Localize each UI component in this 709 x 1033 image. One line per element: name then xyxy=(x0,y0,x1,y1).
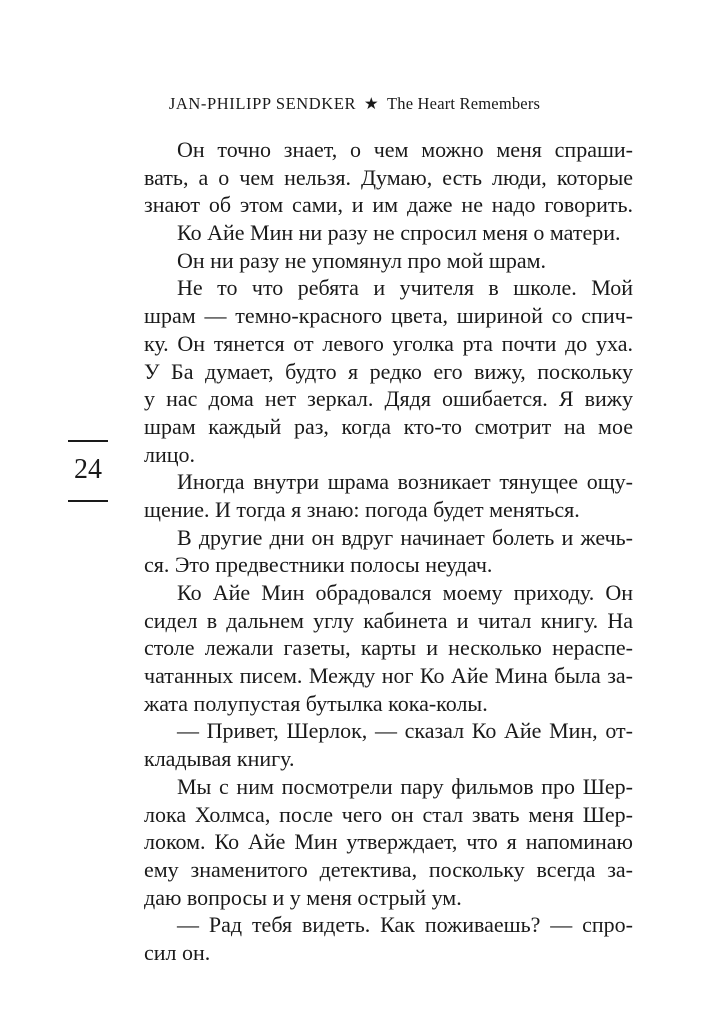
text-line: чатанных писем. Между ног Ко Айе Мина была за- xyxy=(144,663,633,689)
text-line: У Ба думает, будто я редко его вижу, поскольку xyxy=(144,358,633,384)
text-line: локом. Ко Айе Мин утверждает, что я напоминаю xyxy=(144,829,633,855)
text-line: знают об этом сами, и им даже не надо говорить. xyxy=(144,192,633,218)
star-icon: ★ xyxy=(363,94,380,113)
text-line: вать, а о чем нельзя. Думаю, есть люди, которые xyxy=(144,164,633,190)
text-line: сил он. xyxy=(144,939,211,965)
page-number-bottom-rule xyxy=(68,500,108,502)
header-book-title: The Heart Remembers xyxy=(386,94,541,113)
text-line: ся. Это предвестники полосы неудач. xyxy=(144,552,493,578)
text-line: сидел в дальнем углу кабинета и читал книгу. На xyxy=(144,607,633,633)
text-line: лицо. xyxy=(144,441,196,467)
text-line: — Привет, Шерлок, — сказал Ко Айе Мин, от- xyxy=(177,718,633,744)
text-line: щение. И тогда я знаю: погода будет меняться. xyxy=(144,496,580,522)
page-number-box xyxy=(68,440,108,502)
text-line: Ко Айе Мин обрадовался моему приходу. Он xyxy=(177,580,633,605)
text-line: жата полупустая бутылка кока-колы. xyxy=(144,690,488,716)
text-line: у нас дома нет зеркал. Дядя ошибается. Я вижу xyxy=(144,386,633,412)
page-number: 24 xyxy=(74,454,102,485)
text-line: В другие дни он вдруг начинает болеть и жечь- xyxy=(177,524,633,550)
page-number-top-rule xyxy=(68,440,108,442)
text-line: столе лежали газеты, карты и несколько нераспе- xyxy=(144,635,633,661)
text-line: ему знаменитого детектива, поскольку всегда за- xyxy=(144,856,633,882)
text-line: Не то что ребята и учителя в школе. Мой xyxy=(177,275,633,301)
text-line: Иногда внутри шрама возникает тянущее ощу- xyxy=(177,469,633,495)
text-line: Он точно знает, о чем можно меня спраши- xyxy=(177,137,633,162)
text-line: Он ни разу не упомянул про мой шрам. xyxy=(177,247,547,273)
text-line: лока Холмса, после чего он стал звать меня Шер- xyxy=(144,801,633,827)
text-line: Ко Айе Мин ни разу не спросил меня о матери. xyxy=(177,220,621,246)
body-text xyxy=(144,136,633,967)
running-header xyxy=(0,94,709,114)
text-line: даю вопросы и у меня острый ум. xyxy=(144,884,462,910)
text-line: кладывая книгу. xyxy=(144,746,295,772)
text-line: ку. Он тянется от левого уголка рта почти до уха. xyxy=(144,330,633,356)
text-line: шрам каждый раз, когда кто-то смотрит на мое xyxy=(144,413,633,439)
text-line: шрам — темно-красного цвета, шириной со спич- xyxy=(144,303,633,329)
text-line: Мы с ним посмотрели пару фильмов про Шер- xyxy=(177,773,633,799)
header-author: JAN-PHILIPP SENDKER xyxy=(168,94,357,113)
text-line: — Рад тебя видеть. Как поживаешь? — спро- xyxy=(177,912,633,938)
